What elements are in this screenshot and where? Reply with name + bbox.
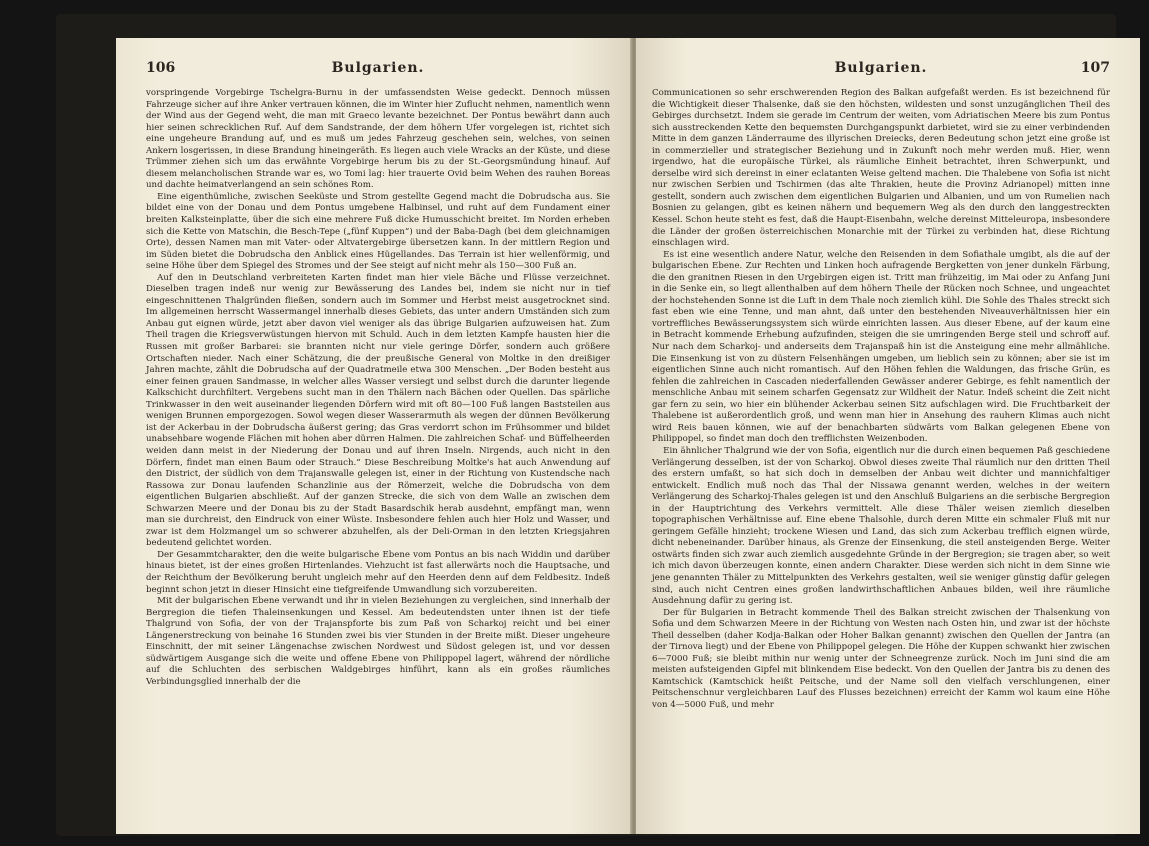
left-paragraph: Der Gesammtcharakter, den die weite bulgarische Ebene vom Pontus an bis nach Widdin und darüber hinaus bietet, ist der eines großen Hirtenlandes. Viehzucht ist fast allerwärts noch die Hauptsache, und der Reichthum der Bevölkerung beruht ungleich mehr auf den Heerden denn auf dem Feldbesitz. Indeß beginnt schon jetzt in dieser Hinsicht eine tiefgreifende Umwandlung sich vorzubereiten.	[146, 549, 610, 595]
right-page	[636, 38, 1140, 834]
right-running-title: Bulgarien.	[834, 60, 928, 76]
left-page	[116, 38, 632, 834]
right-paragraph: Es ist eine wesentlich andere Natur, welche den Reisenden in dem Sofiathale umgibt, als die auf der bulgarischen Ebene. Zur Rechten und Linken hoch aufragende Bergketten von jener dunkeln Färbung, die den granitnen Riesen in den Urgebirgen eigen ist. Tritt man frühzeitig, im Mai oder zu Anfang Juni in die Senke ein, so liegt allenthalben auf dem höhern Theile der Rücken noch Schnee, und ungeachtet der hochstehenden Sonne ist die Luft in dem Thale noch ziemlich kühl. Die Sohle des Thales streckt sich fast eben wie eine Tenne, und man ahnt, daß unter den bestehenden Niveauverhältnissen hier ein vortreffliches Bewässerungssystem sich würde einrichten lassen. Aus dieser Ebene, auf der kaum eine in Betracht kommende Erhebung aufzufinden, steigen die sie umringenden Berge steil und schroff auf. Nur nach dem Scharkoj- und anderseits dem Trajanspaß hin ist die Ansteigung eine mehr allmähliche. Die Einsenkung ist von zu düstern Felsenhängen umgeben, um lieblich sein zu können; aber sie ist im eigentlichen Sinne auch nicht romantisch. Auf den Höhen fehlen die Waldungen, das frische Grün, es fehlen die zahlreichen in Cascaden niederfallenden Gewässer anderer Gebirge, es fehlt namentlich der menschliche Anbau mit seinem scharfen Gegensatz zur Wildheit der Natur. Indeß scheint die Zeit nicht gar fern zu sein, wo hier ein blühender Ackerbau seinen Sitz aufschlagen wird. Die Fruchtbarkeit der Thalebene ist außerordentlich groß, und wenn man hier in Ansehung des rauhern Klimas auch nicht wird Reis bauen können, wie auf der benachbarten südwärts vom Balkan gelegenen Ebene von Philippopel, so findet man doch den trefflichsten Weizenboden.	[652, 249, 1110, 445]
left-page-number: 106	[146, 60, 176, 76]
right-running-head	[652, 60, 1110, 84]
left-paragraph: Mit der bulgarischen Ebene verwandt und ihr in vielen Beziehungen zu vergleichen, sind innerhalb der Bergregion die tiefen Thaleinsenkungen und Kessel. Am bedeutendsten unter ihnen ist der tiefe Thalgrund von Sofia, der von der Trajanspforte bis zum Paß von Scharkoj reicht und bei einer Längenerstreckung von beinahe 16 Stunden zwei bis vier Stunden in der Breite mißt. Dieser ungeheure Einschnitt, der mit seiner Längenachse zwischen Nordwest und Südost gelegen ist, und vor dessen südwärtigem Ausgange sich die weite und offene Ebene von Philippopel lagert, während der nördliche auf die Schluchten des serbischen Waldgebirges hinführt, kann als ein großes räumliches Verbindungsglied innerhalb der die	[146, 596, 610, 687]
right-page-body	[652, 88, 1110, 712]
right-paragraph: Ein ähnlicher Thalgrund wie der von Sofia, eigentlich nur die durch einen bequemen Paß geschiedene Verlängerung desselben, ist der von Scharkoj. Obwol dieses zweite Thal räumlich nur den dritten Theil des erstern umfaßt, so hat sich doch in demselben der Anbau weit dichter und mannichfaltiger entwickelt. Endlich muß noch das Thal der Nissawa genannt werden, welches in der weitern Verlängerung des Scharkoj-Thales gelegen ist und den Anschluß Bulgariens an die serbische Bergregion in der Hauptrichtung des Verkehrs vermittelt. Alle diese Thäler weisen ziemlich dieselben topographischen Verhältnisse auf. Eine ebene Thalsohle, durch deren Mitte ein schmaler Fluß mit nur geringem Gefälle hinzieht; trockene Wiesen und Land, das sich zum Ackerbau trefflich eignen würde, dicht nebeneinander. Darüber hinaus, als Grenze der Einsenkung, die steil ansteigenden Berge. Weiter ostwärts finden sich zwar auch ziemlich ausgedehnte Gründe in der Bergregion; sie tragen aber, so weit ich mich davon überzeugen konnte, einen andern Charakter. Diese werden sich nicht in dem Sinne wie jene genannten Thäler zu Mittelpunkten des Verkehrs gestalten, weil sie weniger günstig dafür gelegen sind, auch nicht Centren eines großen landwirthschaftlichen Anbaues bilden, weil ihre räumliche Ausdehnung dafür zu gering ist.	[652, 445, 1110, 607]
left-paragraph: Eine eigenthümliche, zwischen Seeküste und Strom gestellte Gegend macht die Dobrudscha aus. Sie bildet eine von der Donau und dem Pontus umgebene Halbinsel, und ruht auf dem Fundament einer breiten Kalksteinplatte, über die sich eine mehrere Fuß dicke Humusschicht breitet. Im Norden erheben sich die Kette von Matschin, die Besch-Tepe („fünf Kuppen“) und der Baba-Dagh (bei dem gleichnamigen Orte), dessen Namen man mit Vater- oder Altvatergebirge übersetzen kann. In der mittlern Region und im Süden bietet die Dobrudscha den Anblick eines Hügellandes. Das Terrain ist hier wellenförmig, und seine Höhe über dem Spiegel des Stromes und der See steigt auf nicht mehr als 150—300 Fuß an.	[146, 191, 610, 272]
left-paragraph: Auf den in Deutschland verbreiteten Karten findet man hier viele Bäche und Flüsse verzeichnet. Dieselben tragen indeß nur wenig zur Bewässerung des Landes bei, indem sie nicht nur in tief eingeschnittenen Thalgründen fließen, sondern auch im Sommer und Herbst meist ausgetrocknet sind. Im allgemeinen herrscht Wassermangel innerhalb dieses Gebiets, das unter andern Umständen sich zum Anbau gut eignen würde, jetzt aber davon viel weniger als das übrige Bulgarien aufzuweisen hat. Zum Theil tragen die Kriegsverwüstungen hiervon mit Schuld. Auch in dem letzten Kampfe hausten hier die Russen mit großer Barbarei: sie brannten nicht nur viele geringe Dörfer, sondern auch größere Ortschaften nieder. Nach einer Schätzung, die der preußische General von Moltke in den dreißiger Jahren machte, zählt die Dobrudscha auf der Quadratmeile etwa 300 Menschen. „Der Boden besteht aus einer feinen grauen Sandmasse, in welcher alles Wasser versiegt und selbst durch die darunter liegende Kalkschicht durchfiltert. Vergebens sucht man in den Thälern nach Bächen oder Quellen. Das spärliche Trinkwasser in den weit auseinander liegenden Dörfern wird mit oft 80—100 Fuß langen Baststeilen aus wenigen Brunnen emporgezogen. Sowol wegen dieser Wasserarmuth als wegen der dünnen Bevölkerung ist der Ackerbau in der Dobrudscha äußerst gering; das Gras verdorrt schon im Frühsommer und bildet unabsehbare wogende Flächen mit hohen aber dürren Halmen. Die zahlreichen Schaf- und Büffelheerden weiden dann meist in der Niederung der Donau und auf ihren Inseln. Nirgends, auch nicht in den Dörfern, findet man einen Baum oder Strauch.“ Diese Beschreibung Moltke's hat auch Anwendung auf den District, der südlich von dem Trajanswalle gelegen ist, einer in der Richtung von Kustendsche nach Rassowa zur Donau laufenden Schanzlinie aus der Römerzeit, welche die Dobrudscha von dem eigentlichen Bulgarien abschließt. Auf der ganzen Strecke, die sich von dem Walle an zwischen dem Schwarzen Meere und der Donau bis zu der Stadt Basardschik herab ausdehnt, empfängt man, wenn man sie durchreist, den Eindruck von einer Wüste. Insbesondere fehlen auch hier Holz und Wasser, und zwar ist dem Holzmangel um so schwerer abzuhelfen, als der Deli-Orman in den letzten Kriegsjahren bedeutend gelichtet worden.	[146, 272, 610, 549]
right-paragraph: Communicationen so sehr erschwerenden Region des Balkan aufgefaßt werden. Es ist bezeichnend für die Wichtigkeit dieser Thalsenke, daß sie den höchsten, wildesten und sonst unzugänglichen Theil des Gebirges durchsetzt. Indem sie gerade im Centrum der weiten, vom Adriatischen Meere bis zum Pontus sich ausstreckenden Kette den bequemsten Durchgangspunkt darbietet, wird sie zu einer verbindenden Mitte in dem ganzen Länderraume des illyrischen Dreiecks, deren Bedeutung schon jetzt eine große ist in commerzieller und strategischer Beziehung und in Zukunft noch mehr werden muß. Hier, wenn irgendwo, hat die europäische Türkei, als räumliche Einheit betrachtet, ihren Schwerpunkt, und derselbe wird sich dereinst in einer eclatanten Weise geltend machen. Die Thalebene von Sofia ist nicht nur zwischen Serbien und Tschirmen (das alte Thrakien, heute die Provinz Adrianopel) mitten inne gestellt, sondern auch zwischen dem eigentlichen Bulgarien und Albanien, und um von Rumelien nach Bosnien zu gelangen, gibt es keinen nähern und bequemern Weg als den durch den langgestreckten Kessel. Schon heute steht es fest, daß die Haupt-Eisenbahn, welche dereinst Mitteleuropa, insbesondere die Länder der großen österreichischen Monarchie mit der Türkei zu verbinden hat, diese Richtung einschlagen wird.	[652, 88, 1110, 249]
right-page-number: 107	[1080, 60, 1110, 76]
left-paragraph: vorspringende Vorgebirge Tschelgra-Burnu in der umfassendsten Weise gedeckt. Dennoch müssen Fahrzeuge sicher auf ihre Anker vertrauen können, die im Winter hier Zuflucht nehmen, namentlich wenn der Wind aus der Gegend weht, die man mit Graeco levante bezeichnet. Der Pontus bewährt dann auch hier seinen schrecklichen Ruf. Auf dem Sandstrande, der dem höhern Ufer vorgelegen ist, richtet sich eine ungeheure Brandung auf, und es muß um jedes Fahrzeug geschehen sein, welches, von seinen Ankern losgerissen, in diese Brandung hineingeräth. Es liegen auch viele Wracks an der Küste, und diese Trümmer ziehen sich um das erwähnte Vorgebirge herum bis zu der St.-Georgsmündung hinauf. Auf diesem melancholischen Strande war es, wo Tomi lag: hier trauerte Ovid beim Wehen des rauhen Boreas und dachte heimatverlangend an sein schönes Rom.	[146, 88, 610, 191]
book-spread	[56, 14, 1116, 836]
left-page-body	[146, 88, 610, 688]
left-running-title: Bulgarien.	[331, 60, 425, 76]
left-running-head	[146, 60, 610, 84]
right-paragraph: Der für Bulgarien in Betracht kommende Theil des Balkan streicht zwischen der Thalsenkung von Sofia und dem Schwarzen Meere in der Richtung von Westen nach Osten hin, und zwar ist der höchste Theil desselben (daher Kodja-Balkan oder Hoher Balkan genannt) zwischen den Quellen der Jantra (an der Tirnova liegt) und der Ebene von Philippopel gelegen. Die Höhe der Kuppen schwankt hier zwischen 6—7000 Fuß; sie bleibt mithin nur wenig unter der Schneegrenze zurück. Noch im Juni sind die am meisten aufsteigenden Gipfel mit blinkendem Eise bedeckt. Von den Quellen der Jantra bis zu denen des Kamtschick (Kamtschick heißt Peitsche, und der Name soll den vielfach verschlungenen, einer Peitschenschnur vergleichbaren Lauf des Flusses bezeichnen) erreicht der Kamm wol kaum eine Höhe von 4—5000 Fuß, und mehr	[652, 607, 1110, 710]
